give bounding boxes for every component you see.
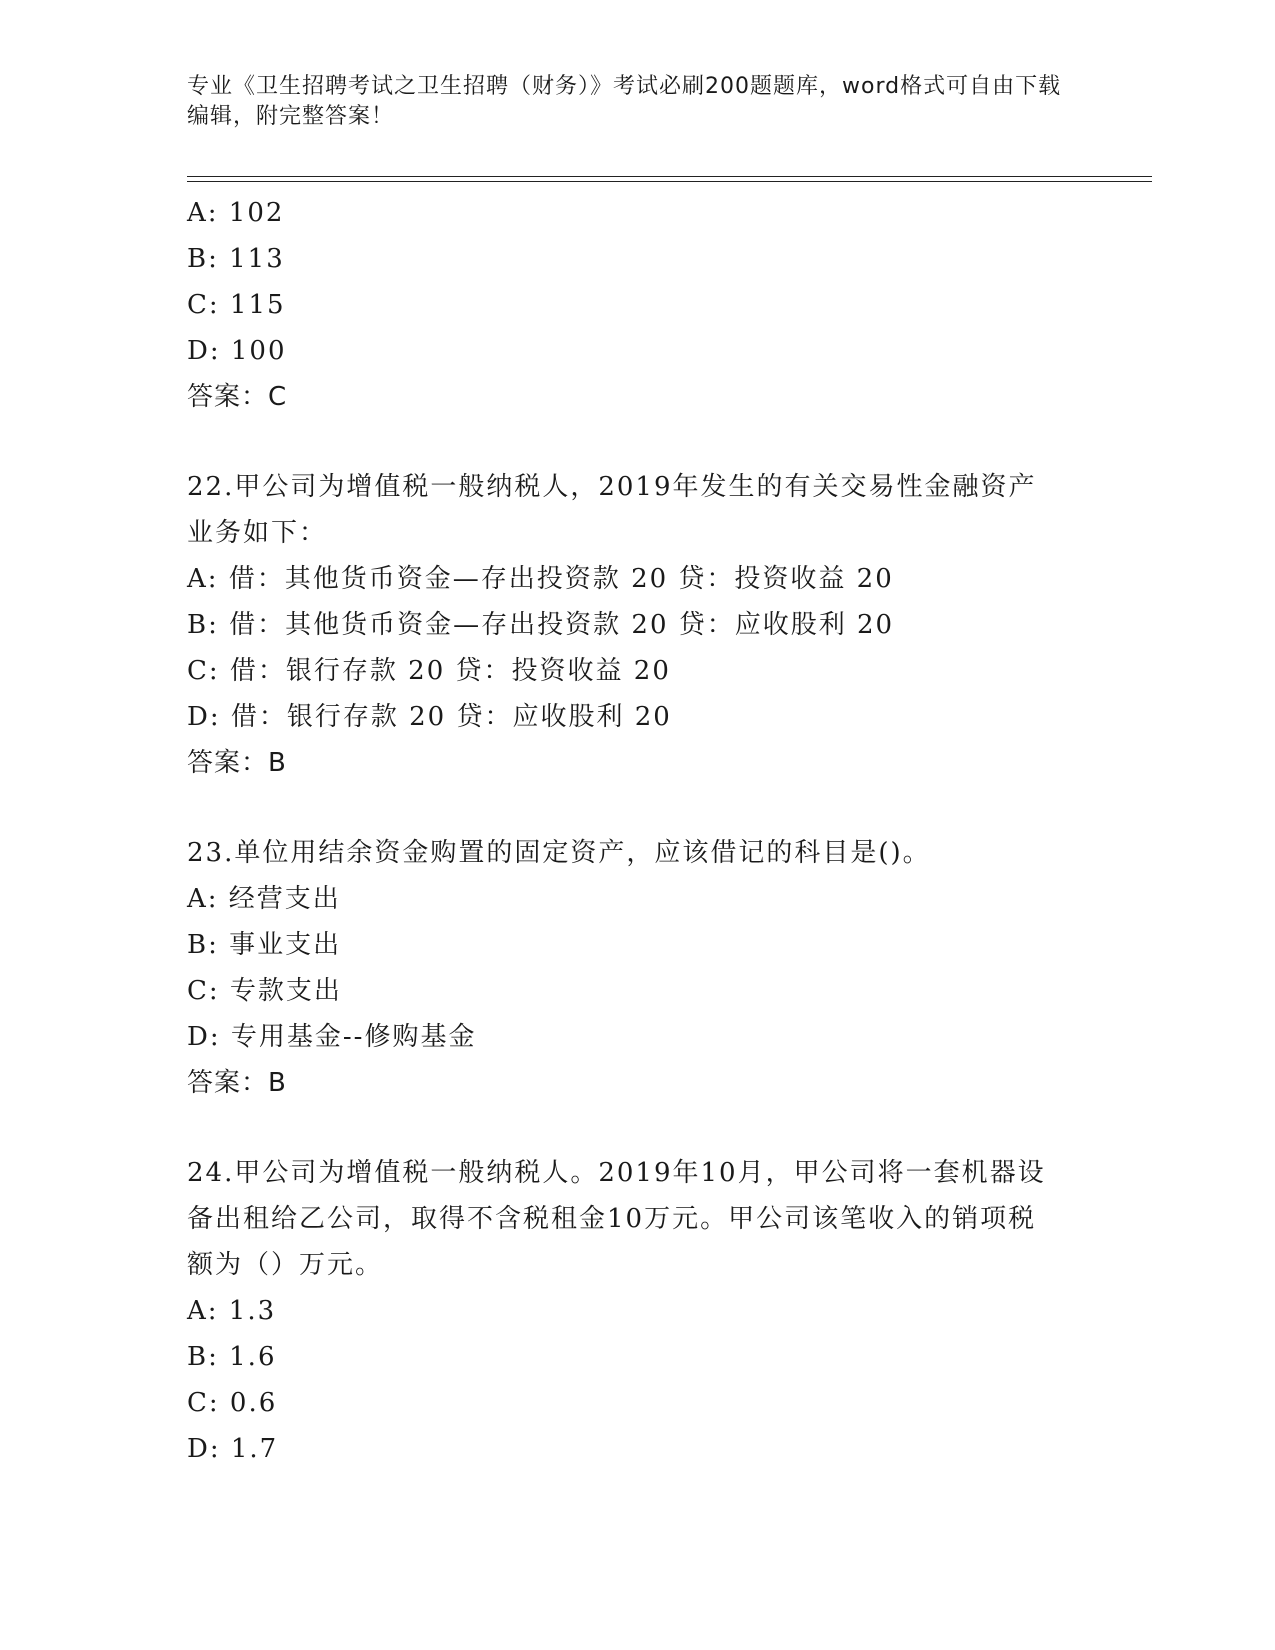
question-block-21 <box>187 190 1087 420</box>
header-divider-top <box>187 176 1152 177</box>
option-d: D: 专用基金--修购基金 <box>187 1022 477 1052</box>
option-a: A: 借：其他货币资金—存出投资款 20 贷：投资收益 20 <box>187 564 894 594</box>
option-b: B: 113 <box>187 244 285 274</box>
option-d: D: 100 <box>187 336 287 366</box>
document-header: 专业《卫生招聘考试之卫生招聘（财务）》考试必刷200题题库，word格式可自由下载编辑，附完整答案！ <box>187 74 1062 129</box>
option-a: A: 1.3 <box>187 1296 277 1326</box>
option-b: B: 借：其他货币资金—存出投资款 20 贷：应收股利 20 <box>187 610 895 640</box>
question-text: 22.甲公司为增值税一般纳税人，2019年发生的有关交易性金融资产业务如下： <box>187 472 1037 548</box>
option-a: A: 102 <box>187 198 285 228</box>
option-c: C: 借：银行存款 20 贷：投资收益 20 <box>187 656 671 686</box>
header-divider-bottom <box>187 181 1152 182</box>
question-list <box>187 190 1087 1472</box>
answer-line: 答案：B <box>187 748 287 778</box>
option-c: C: 0.6 <box>187 1388 278 1418</box>
option-a: A: 经营支出 <box>187 884 341 914</box>
option-b: B: 1.6 <box>187 1342 277 1372</box>
option-c: C: 专款支出 <box>187 976 342 1006</box>
answer-line: 答案：C <box>187 382 288 412</box>
option-d: D: 1.7 <box>187 1434 279 1464</box>
question-block-24 <box>187 1150 1087 1472</box>
question-block-23 <box>187 830 1087 1106</box>
question-block-22 <box>187 464 1087 786</box>
option-b: B: 事业支出 <box>187 930 342 960</box>
question-text: 23.单位用结余资金购置的固定资产，应该借记的科目是()。 <box>187 838 931 868</box>
option-c: C: 115 <box>187 290 286 320</box>
answer-line: 答案：B <box>187 1068 287 1098</box>
option-d: D: 借：银行存款 20 贷：应收股利 20 <box>187 702 672 732</box>
question-text: 24.甲公司为增值税一般纳税人。2019年10月，甲公司将一套机器设备出租给乙公司，取得不含税租金10万元。甲公司该笔收入的销项税额为（）万元。 <box>187 1158 1046 1280</box>
